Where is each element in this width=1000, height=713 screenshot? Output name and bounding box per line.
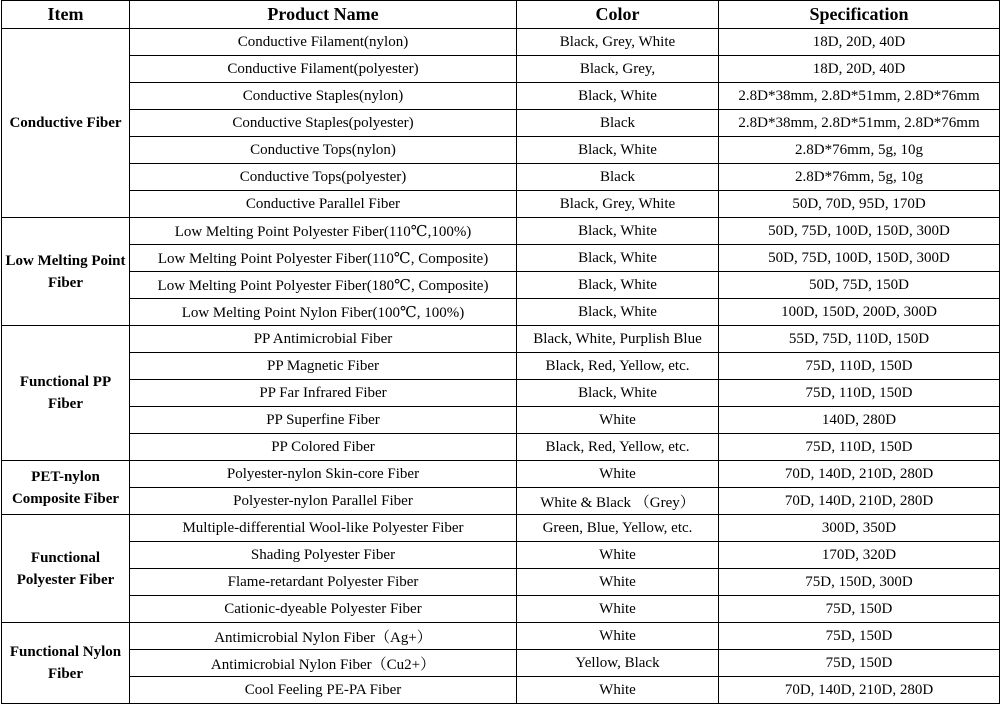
color-cell: White xyxy=(517,542,719,569)
color-cell: White xyxy=(517,596,719,623)
table-row xyxy=(2,569,1000,596)
product-name-cell: Low Melting Point Polyester Fiber(110℃,100%) xyxy=(130,218,517,245)
color-cell: Black, Grey, xyxy=(517,56,719,83)
specification-cell: 140D, 280D xyxy=(719,407,1000,434)
item-category-cell: Functional PP Fiber xyxy=(2,326,130,461)
specification-cell: 2.8D*76mm, 5g, 10g xyxy=(719,164,1000,191)
specification-cell: 170D, 320D xyxy=(719,542,1000,569)
color-cell: White xyxy=(517,569,719,596)
table-row xyxy=(2,245,1000,272)
table-row xyxy=(2,299,1000,326)
specification-cell: 70D, 140D, 210D, 280D xyxy=(719,461,1000,488)
table-row xyxy=(2,326,1000,353)
table-row xyxy=(2,650,1000,677)
item-category-cell: Conductive Fiber xyxy=(2,29,130,218)
specification-cell: 18D, 20D, 40D xyxy=(719,29,1000,56)
color-cell: Black, White, Purplish Blue xyxy=(517,326,719,353)
color-cell: Black, White xyxy=(517,83,719,110)
specification-cell: 50D, 75D, 150D xyxy=(719,272,1000,299)
color-cell: Black xyxy=(517,164,719,191)
specification-cell: 55D, 75D, 110D, 150D xyxy=(719,326,1000,353)
color-cell: Black, Grey, White xyxy=(517,191,719,218)
specification-cell: 50D, 70D, 95D, 170D xyxy=(719,191,1000,218)
color-cell: Black, Red, Yellow, etc. xyxy=(517,353,719,380)
product-name-cell: Shading Polyester Fiber xyxy=(130,542,517,569)
table-row xyxy=(2,56,1000,83)
table-header xyxy=(2,1,1000,29)
specification-cell: 75D, 150D xyxy=(719,623,1000,650)
specification-cell: 18D, 20D, 40D xyxy=(719,56,1000,83)
table-row xyxy=(2,407,1000,434)
product-name-cell: Antimicrobial Nylon Fiber（Ag+） xyxy=(130,623,517,650)
table-row xyxy=(2,380,1000,407)
product-name-cell: Conductive Filament(nylon) xyxy=(130,29,517,56)
product-name-cell: Multiple-differential Wool-like Polyester Fiber xyxy=(130,515,517,542)
header-row xyxy=(2,1,1000,29)
header-color: Color xyxy=(517,1,719,29)
product-name-cell: Conductive Staples(nylon) xyxy=(130,83,517,110)
table-row xyxy=(2,623,1000,650)
specification-cell: 70D, 140D, 210D, 280D xyxy=(719,677,1000,704)
product-name-cell: PP Superfine Fiber xyxy=(130,407,517,434)
product-name-cell: Polyester-nylon Parallel Fiber xyxy=(130,488,517,515)
color-cell: White xyxy=(517,407,719,434)
table-row xyxy=(2,191,1000,218)
product-name-cell: PP Colored Fiber xyxy=(130,434,517,461)
table-row xyxy=(2,515,1000,542)
item-category-cell: Functional Nylon Fiber xyxy=(2,623,130,704)
product-name-cell: Conductive Staples(polyester) xyxy=(130,110,517,137)
specification-cell: 100D, 150D, 200D, 300D xyxy=(719,299,1000,326)
specification-cell: 50D, 75D, 100D, 150D, 300D xyxy=(719,218,1000,245)
table-body xyxy=(2,29,1000,704)
specification-cell: 75D, 150D, 300D xyxy=(719,569,1000,596)
color-cell: Black, White xyxy=(517,272,719,299)
product-name-cell: PP Far Infrared Fiber xyxy=(130,380,517,407)
specification-cell: 50D, 75D, 100D, 150D, 300D xyxy=(719,245,1000,272)
header-item: Item xyxy=(2,1,130,29)
item-category-cell: Low Melting Point Fiber xyxy=(2,218,130,326)
product-name-cell: Antimicrobial Nylon Fiber（Cu2+） xyxy=(130,650,517,677)
color-cell: White & Black （Grey） xyxy=(517,488,719,515)
product-name-cell: Conductive Tops(nylon) xyxy=(130,137,517,164)
header-specification: Specification xyxy=(719,1,1000,29)
color-cell: Black, Red, Yellow, etc. xyxy=(517,434,719,461)
table-row xyxy=(2,83,1000,110)
table-row xyxy=(2,164,1000,191)
product-name-cell: Flame-retardant Polyester Fiber xyxy=(130,569,517,596)
product-name-cell: Cool Feeling PE-PA Fiber xyxy=(130,677,517,704)
color-cell: Black, White xyxy=(517,299,719,326)
color-cell: Black, White xyxy=(517,137,719,164)
color-cell: Black, White xyxy=(517,380,719,407)
table-row xyxy=(2,29,1000,56)
specification-cell: 300D, 350D xyxy=(719,515,1000,542)
color-cell: White xyxy=(517,677,719,704)
color-cell: Yellow, Black xyxy=(517,650,719,677)
specification-cell: 75D, 150D xyxy=(719,650,1000,677)
table-row xyxy=(2,272,1000,299)
specification-cell: 2.8D*76mm, 5g, 10g xyxy=(719,137,1000,164)
color-cell: White xyxy=(517,623,719,650)
specification-cell: 75D, 110D, 150D xyxy=(719,353,1000,380)
product-name-cell: Conductive Parallel Fiber xyxy=(130,191,517,218)
table-row xyxy=(2,434,1000,461)
color-cell: Green, Blue, Yellow, etc. xyxy=(517,515,719,542)
item-category-cell: Functional Polyester Fiber xyxy=(2,515,130,623)
product-name-cell: Conductive Tops(polyester) xyxy=(130,164,517,191)
table-row xyxy=(2,353,1000,380)
header-product-name: Product Name xyxy=(130,1,517,29)
product-name-cell: Low Melting Point Nylon Fiber(100℃, 100%) xyxy=(130,299,517,326)
table-row xyxy=(2,596,1000,623)
color-cell: Black, White xyxy=(517,245,719,272)
product-name-cell: Conductive Filament(polyester) xyxy=(130,56,517,83)
table-row xyxy=(2,218,1000,245)
table-row xyxy=(2,110,1000,137)
table-row xyxy=(2,488,1000,515)
product-name-cell: Polyester-nylon Skin-core Fiber xyxy=(130,461,517,488)
table-row xyxy=(2,542,1000,569)
specification-cell: 75D, 110D, 150D xyxy=(719,434,1000,461)
table-row xyxy=(2,461,1000,488)
item-category-cell: PET-nylon Composite Fiber xyxy=(2,461,130,515)
specification-cell: 75D, 110D, 150D xyxy=(719,380,1000,407)
specification-cell: 70D, 140D, 210D, 280D xyxy=(719,488,1000,515)
specification-cell: 2.8D*38mm, 2.8D*51mm, 2.8D*76mm xyxy=(719,110,1000,137)
color-cell: Black, White xyxy=(517,218,719,245)
fiber-spec-table xyxy=(1,0,1000,704)
product-name-cell: Low Melting Point Polyester Fiber(180℃, Composite) xyxy=(130,272,517,299)
table-row xyxy=(2,137,1000,164)
table-row xyxy=(2,677,1000,704)
product-name-cell: PP Antimicrobial Fiber xyxy=(130,326,517,353)
specification-cell: 75D, 150D xyxy=(719,596,1000,623)
specification-cell: 2.8D*38mm, 2.8D*51mm, 2.8D*76mm xyxy=(719,83,1000,110)
product-name-cell: PP Magnetic Fiber xyxy=(130,353,517,380)
color-cell: Black xyxy=(517,110,719,137)
product-name-cell: Low Melting Point Polyester Fiber(110℃, Composite) xyxy=(130,245,517,272)
product-name-cell: Cationic-dyeable Polyester Fiber xyxy=(130,596,517,623)
color-cell: White xyxy=(517,461,719,488)
color-cell: Black, Grey, White xyxy=(517,29,719,56)
